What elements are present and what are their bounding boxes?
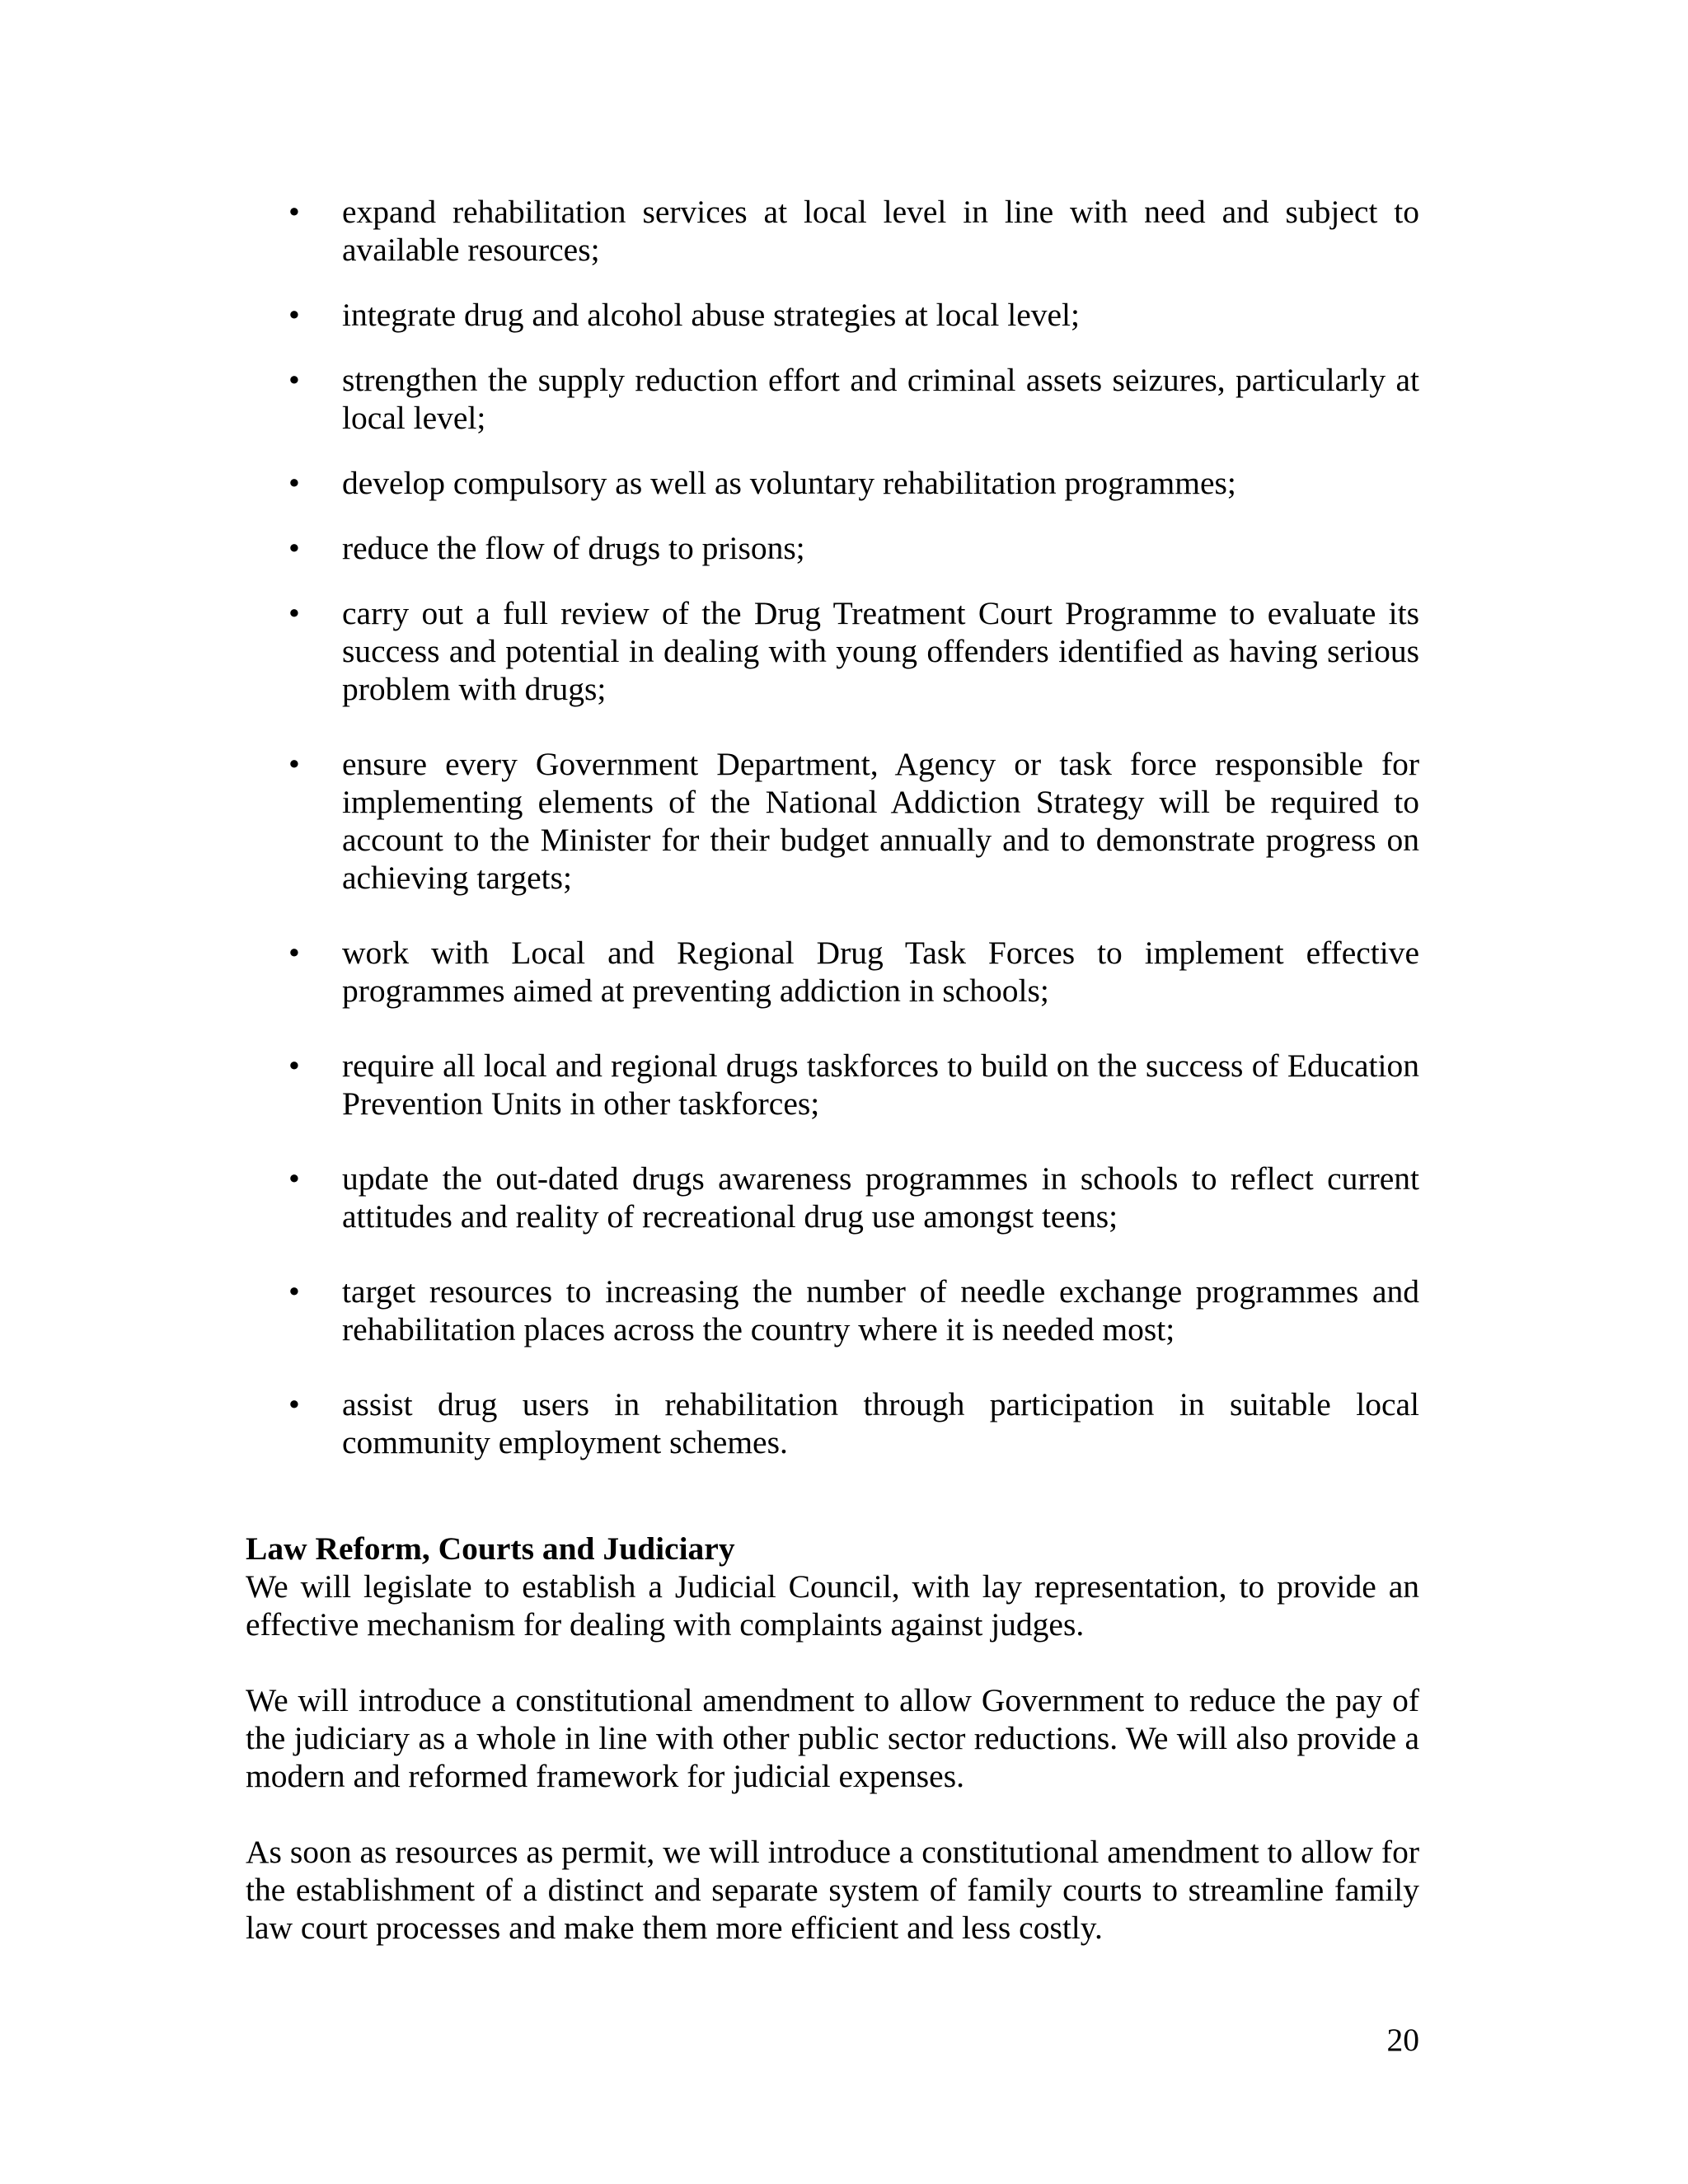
list-item bbox=[288, 1385, 1419, 1461]
list-item-text: require all local and regional drugs taskforces to build on the success of Education Prevention Units in other taskforces; bbox=[342, 1047, 1419, 1122]
bullet-icon: • bbox=[288, 465, 300, 501]
bullet-icon: • bbox=[288, 530, 300, 566]
list-item-text: expand rehabilitation services at local level in line with need and subject to available resources; bbox=[342, 194, 1419, 268]
list-item bbox=[288, 1160, 1419, 1235]
list-item bbox=[288, 594, 1419, 708]
list-item bbox=[288, 296, 1419, 334]
list-item bbox=[288, 934, 1419, 1010]
bullet-icon: • bbox=[288, 935, 300, 971]
bullet-list bbox=[288, 193, 1419, 1488]
bullet-icon: • bbox=[288, 746, 300, 782]
bullet-icon: • bbox=[288, 1160, 300, 1197]
list-item-text: integrate drug and alcohol abuse strategies at local level; bbox=[342, 297, 1080, 333]
bullet-icon: • bbox=[288, 595, 300, 631]
list-item bbox=[288, 361, 1419, 437]
list-item bbox=[288, 1047, 1419, 1122]
list-item-text: reduce the flow of drugs to prisons; bbox=[342, 530, 805, 566]
bullet-icon: • bbox=[288, 297, 300, 333]
bullet-icon: • bbox=[288, 194, 300, 230]
bullet-icon: • bbox=[288, 1273, 300, 1310]
list-item-text: ensure every Government Department, Agency or task force responsible for implementing elements of the National Addiction Strategy will be required to account to the Minister for their budget annually and to demonstrate progress on achieving targets; bbox=[342, 746, 1419, 896]
list-item bbox=[288, 1272, 1419, 1348]
bullet-icon: • bbox=[288, 1047, 300, 1084]
list-item-text: update the out-dated drugs awareness programmes in schools to reflect current attitudes and reality of recreational drug use amongst teens; bbox=[342, 1160, 1419, 1235]
list-item-text: strengthen the supply reduction effort and criminal assets seizures, particularly at local level; bbox=[342, 362, 1419, 436]
paragraph: We will legislate to establish a Judicial Council, with lay representation, to provide an effective mechanism for dealing with complaints against judges. bbox=[246, 1568, 1419, 1643]
list-item-text: assist drug users in rehabilitation through participation in suitable local community employment schemes. bbox=[342, 1386, 1419, 1460]
list-item bbox=[288, 529, 1419, 567]
paragraph: As soon as resources as permit, we will introduce a constitutional amendment to allow for the establishment of a distinct and separate system of family courts to streamline family law court processes and make them more efficient and less costly. bbox=[246, 1834, 1419, 1946]
list-item-text: target resources to increasing the number of needle exchange programmes and rehabilitation places across the country where it is needed most; bbox=[342, 1273, 1419, 1347]
list-item bbox=[288, 745, 1419, 897]
section-heading: Law Reform, Courts and Judiciary bbox=[246, 1530, 735, 1567]
bullet-icon: • bbox=[288, 362, 300, 398]
list-item bbox=[288, 464, 1419, 502]
list-item-text: carry out a full review of the Drug Treatment Court Programme to evaluate its success and potential in dealing with young offenders identified as having serious problem with drugs; bbox=[342, 595, 1419, 707]
list-item-text: work with Local and Regional Drug Task Forces to implement effective programmes aimed at preventing addiction in schools; bbox=[342, 935, 1419, 1009]
section-law-reform bbox=[246, 1530, 1419, 1985]
paragraph: We will introduce a constitutional amendment to allow Government to reduce the pay of the judiciary as a whole in line with other public sector reductions. We will also provide a modern and reformed framework for judicial expenses. bbox=[246, 1682, 1419, 1794]
bullet-icon: • bbox=[288, 1386, 300, 1422]
list-item bbox=[288, 193, 1419, 269]
page-number: 20 bbox=[1386, 2022, 1419, 2058]
list-item-text: develop compulsory as well as voluntary rehabilitation programmes; bbox=[342, 465, 1236, 501]
